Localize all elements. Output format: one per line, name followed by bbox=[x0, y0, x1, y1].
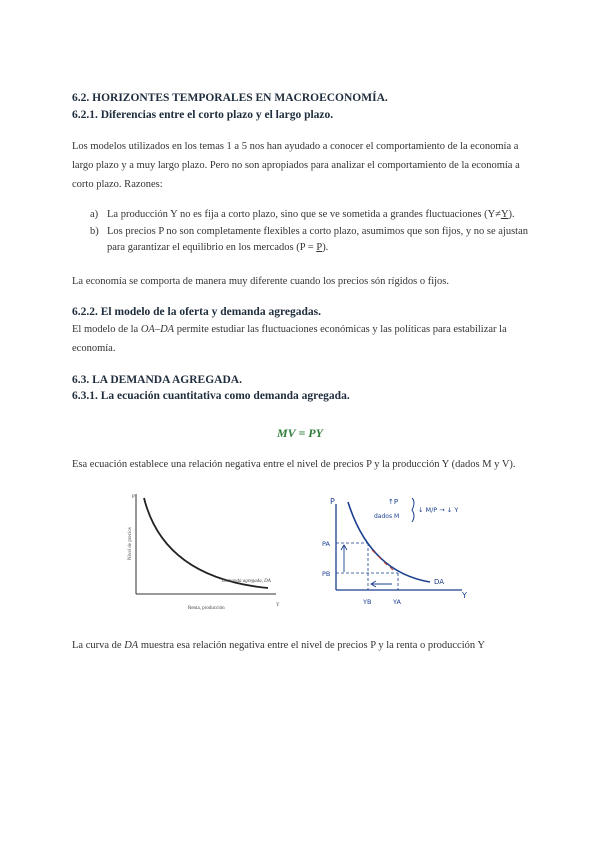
y-axis-symbol: P bbox=[132, 495, 135, 500]
model-paragraph: El modelo de la OA–DA permite estudiar las fluctuaciones económicas y las políticas para estabilizar la economía. bbox=[72, 324, 507, 354]
label-pa: PA bbox=[322, 540, 330, 548]
x-axis-symbol: Y bbox=[276, 603, 280, 608]
hand-drawn-demand-sketch bbox=[312, 492, 496, 618]
list-item-a bbox=[90, 207, 528, 223]
conclusion-paragraph: La economía se comporta de manera muy diferente cuando los precios són rígidos o fijos. bbox=[72, 276, 450, 287]
sketch-y-label: P bbox=[330, 497, 335, 506]
closing-paragraph: La curva de DA muestra esa relación negativa entre el nivel de precios P y la renta o producción Y bbox=[72, 640, 485, 651]
label-pb: PB bbox=[322, 570, 331, 578]
section-heading-6-3: 6.3. LA DEMANDA AGREGADA. bbox=[72, 374, 242, 386]
label-ya: YA bbox=[393, 598, 401, 606]
list-item-b bbox=[90, 224, 528, 256]
list-text: Los precios P no son completamente flexibles a corto plazo, asumimos que son fijos, y no se ajustan para garantizar el equilibrio en los mercados (P = P). bbox=[107, 226, 528, 253]
demand-curve bbox=[144, 498, 268, 588]
intro-paragraph: Los modelos utilizados en los temas 1 a 5 nos han ayudado a conocer el comportamiento de la economía a largo plazo y a muy largo plazo. Pero no son apropiados para analizar el comportamiento de la economía a corto plazo. Razones: bbox=[72, 141, 520, 190]
equation-paragraph: Esa ecuación establece una relación negativa entre el nivel de precios P y la producción Y (dados M y V). bbox=[72, 459, 516, 470]
list-marker: a) bbox=[90, 209, 99, 220]
x-axis-label: Renta, producción bbox=[188, 606, 225, 611]
label-yb: YB bbox=[363, 598, 372, 606]
list-text: La producción Y no es fija a corto plazo, sino que se ve sometida a grandes fluctuaciones (Y≠Y). bbox=[107, 209, 515, 220]
subsection-heading-6-2-1: 6.2.1. Diferencias entre el corto plazo y el largo plazo. bbox=[72, 109, 334, 121]
subsection-heading-6-2-2: 6.2.2. El modelo de la oferta y demanda agregadas. bbox=[72, 306, 321, 318]
note-given: dados M bbox=[374, 513, 400, 520]
list-marker: b) bbox=[90, 226, 99, 237]
sketch-x-label: Y bbox=[462, 591, 467, 600]
subsection-heading-6-3-1: 6.3.1. La ecuación cuantitativa como demanda agregada. bbox=[72, 390, 350, 402]
sketch-curve-label: DA bbox=[434, 578, 445, 586]
aggregate-demand-chart bbox=[118, 488, 288, 616]
note-brace bbox=[412, 498, 414, 522]
quantity-equation: MV = PY bbox=[277, 426, 323, 440]
curve-label: Demanda agregada, DA bbox=[222, 579, 271, 584]
note-price-up: ↑P bbox=[388, 498, 399, 506]
y-axis-label: Nivel de precios bbox=[128, 527, 133, 560]
note-effect: ↓ M/P → ↓ Y bbox=[418, 506, 459, 514]
section-heading-6-2: 6.2. HORIZONTES TEMPORALES EN MACROECONOMÍA. bbox=[72, 92, 388, 104]
